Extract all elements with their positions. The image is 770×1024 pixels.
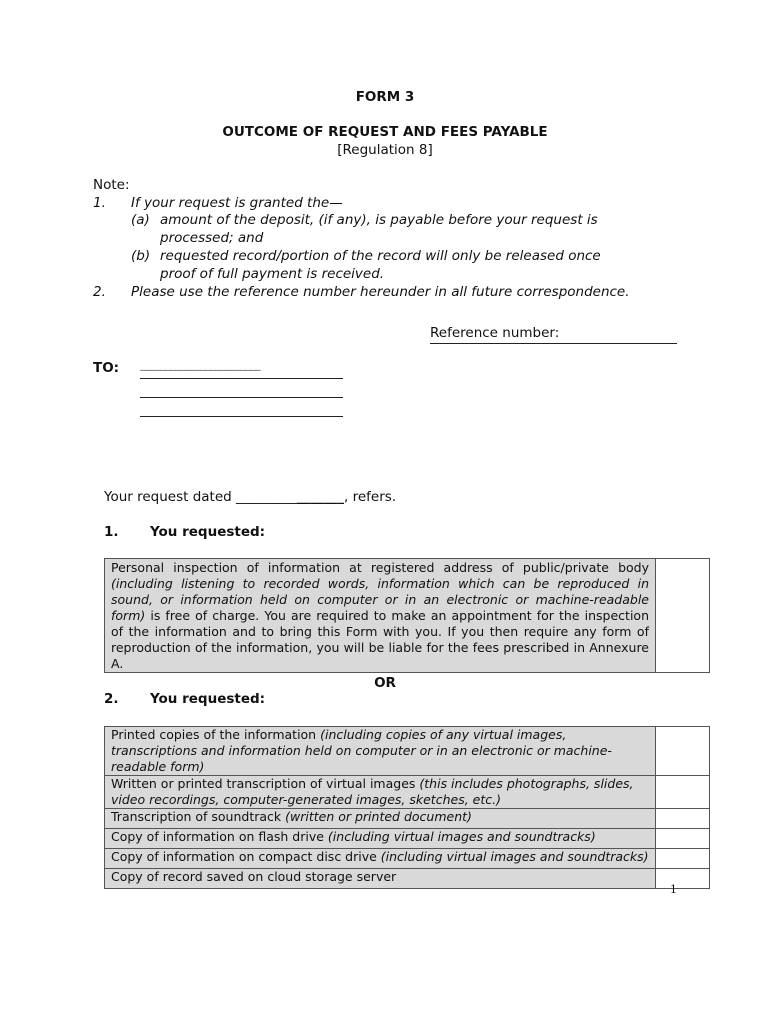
cloud-storage-option (105, 869, 656, 889)
or-separator: OR (374, 675, 396, 691)
soundtrack-transcription-option (105, 809, 656, 829)
section1-number: 1. (104, 524, 119, 540)
request-dated-suffix: , refers. (344, 489, 397, 505)
virtual-images-transcription-option (105, 776, 656, 809)
personal-inspection-text-2: is free of charge. You are required to make an appointment for the inspection of the information and to bring this Form with you. If you then require any form of reproduction of the information, you will be liable for the fees prescribed in Annexure A. (111, 608, 649, 671)
soundtrack-checkbox[interactable] (656, 809, 710, 829)
table-row (105, 809, 710, 829)
table-row (105, 559, 710, 673)
note-item1a-label: (a) (131, 212, 150, 228)
to-address-line-1[interactable]: ________________________ (140, 358, 260, 371)
note-item1a-line2: processed; and (160, 230, 264, 246)
note-label: Note: (93, 177, 130, 193)
soundtrack-text: Transcription of soundtrack (111, 809, 286, 824)
reference-number-label: Reference number: (430, 325, 560, 341)
virtual-images-checkbox[interactable] (656, 776, 710, 809)
compact-disc-italic: (including virtual images and soundtracks) (380, 849, 649, 864)
to-address-line-2[interactable] (140, 378, 343, 379)
flash-drive-checkbox[interactable] (656, 829, 710, 849)
request-date-underline[interactable]: _______ (296, 489, 345, 505)
table-row (105, 829, 710, 849)
personal-inspection-checkbox[interactable] (656, 559, 710, 673)
note-item1b-label: (b) (131, 248, 151, 264)
note-item1b-line2: proof of full payment is received. (160, 266, 385, 282)
table-row (105, 869, 710, 889)
form-regulation: [Regulation 8] (337, 142, 433, 158)
printed-copies-text: Printed copies of the information (111, 727, 321, 742)
note-item1b-line1: requested record/portion of the record will only be released once (160, 248, 601, 264)
section2-options-table (104, 726, 710, 889)
request-date-blank[interactable]: _________ (236, 489, 297, 505)
printed-copies-italic: (including copies of any virtual images, transcriptions and information held on computer or in an electronic or machine-readable form) (111, 727, 612, 774)
personal-inspection-text: Personal inspection of information at registered address of public/private body (111, 560, 649, 575)
section2-number: 2. (104, 691, 119, 707)
virtual-images-italic: (this includes photographs, slides, video recordings, computer-generated images, sketches, etc.) (111, 776, 634, 807)
table-row (105, 776, 710, 809)
note-item1-number: 1. (93, 195, 106, 211)
to-address-line-4[interactable] (140, 416, 343, 417)
section1-heading: You requested: (150, 524, 266, 540)
reference-number-field[interactable] (430, 343, 677, 344)
to-address-line-3[interactable] (140, 397, 343, 398)
table-row (105, 727, 710, 776)
soundtrack-italic: (written or printed document) (285, 809, 472, 824)
cloud-storage-checkbox[interactable] (656, 869, 710, 889)
cloud-storage-text: Copy of record saved on cloud storage server (111, 869, 397, 884)
table-row (105, 849, 710, 869)
note-item1a-line1: amount of the deposit, (if any), is payable before your request is (160, 212, 598, 228)
request-dated-line (104, 489, 396, 505)
virtual-images-text: Written or printed transcription of virtual images (111, 776, 420, 791)
flash-drive-option (105, 829, 656, 849)
page-number: 1 (670, 883, 677, 896)
request-dated-prefix: Your request dated (104, 489, 237, 505)
compact-disc-checkbox[interactable] (656, 849, 710, 869)
personal-inspection-option (105, 559, 656, 673)
form-number: FORM 3 (355, 89, 415, 105)
form-title: OUTCOME OF REQUEST AND FEES PAYABLE (222, 124, 548, 140)
note-item2-text: Please use the reference number hereunder in all future correspondence. (131, 284, 630, 300)
section2-heading: You requested: (150, 691, 266, 707)
note-item2-number: 2. (93, 284, 106, 300)
printed-copies-checkbox[interactable] (656, 727, 710, 776)
note-item1-text: If your request is granted the— (131, 195, 343, 211)
flash-drive-italic: (including virtual images and soundtracks) (327, 829, 596, 844)
flash-drive-text: Copy of information on flash drive (111, 829, 328, 844)
printed-copies-option (105, 727, 656, 776)
section1-options-table (104, 558, 710, 673)
personal-inspection-italic: (including listening to recorded words, information which can be reproduced in sound, or information held on computer or in an electronic or machine-readable form) (111, 576, 649, 623)
to-label: TO: (93, 360, 120, 376)
compact-disc-option (105, 849, 656, 869)
compact-disc-text: Copy of information on compact disc drive (111, 849, 381, 864)
